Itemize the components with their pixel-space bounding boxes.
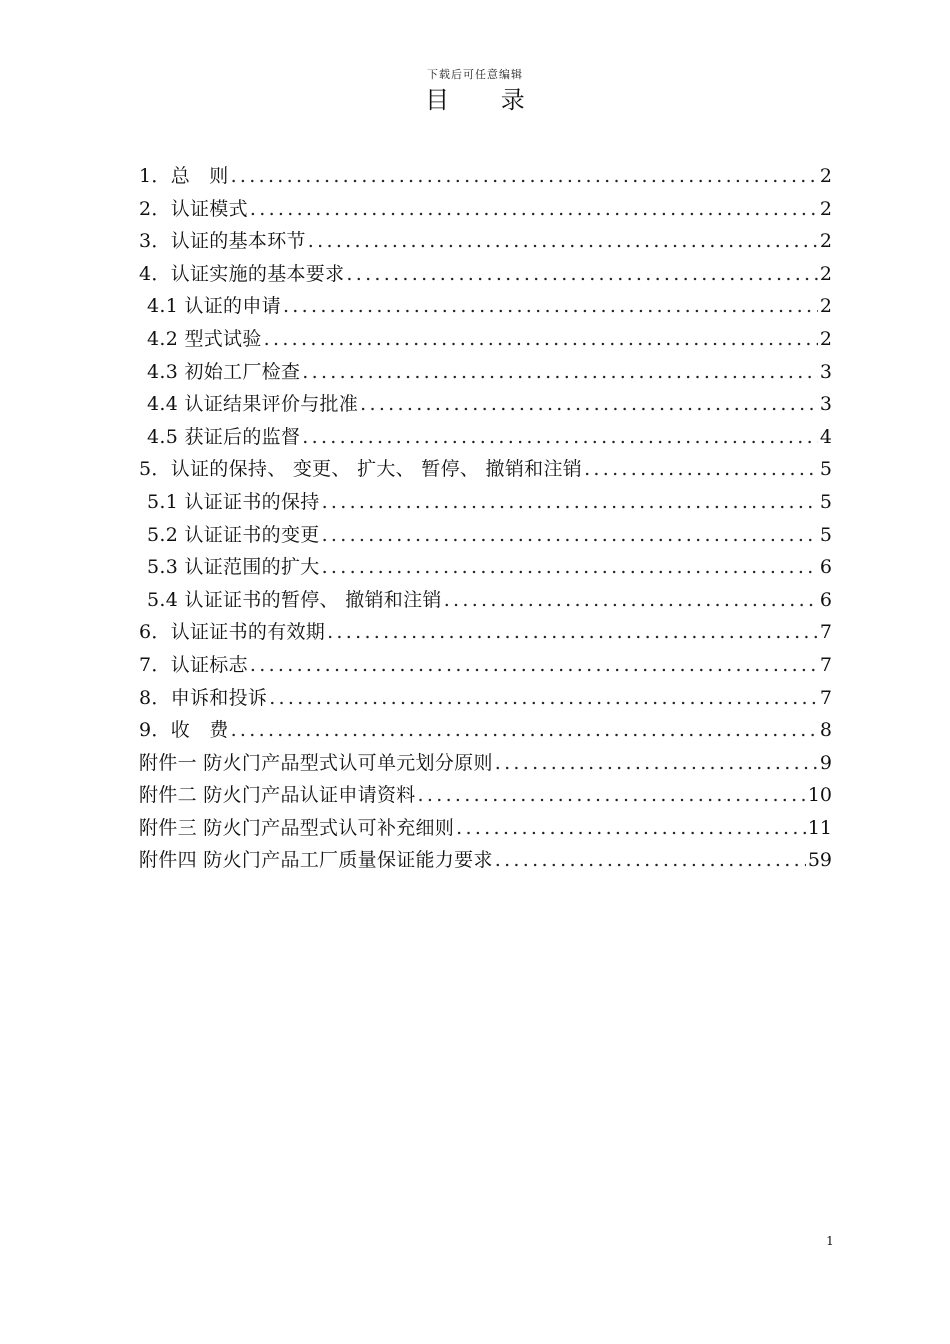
toc-leader-dots bbox=[308, 225, 818, 258]
toc-leader-dots bbox=[495, 747, 818, 780]
toc-entry-page: 8 bbox=[819, 719, 832, 742]
toc-entry[interactable] bbox=[139, 584, 832, 617]
toc-leader-dots bbox=[250, 193, 818, 226]
toc-leader-dots bbox=[269, 682, 818, 715]
toc-entry-label: 9．收 费 bbox=[139, 719, 229, 742]
toc-entry-label: 5.1 认证证书的保持 bbox=[147, 490, 320, 513]
toc-leader-dots bbox=[322, 551, 818, 584]
toc-entry-label: 4.2 型式试验 bbox=[147, 327, 262, 350]
toc-entry-label: 附件二 防火门产品认证申请资料 bbox=[139, 784, 416, 807]
toc-entry-page: 5 bbox=[819, 490, 832, 513]
toc-entry[interactable] bbox=[139, 258, 832, 291]
toc-entry-page: 3 bbox=[819, 393, 832, 416]
toc-leader-dots bbox=[302, 421, 818, 454]
toc-entry-page: 2 bbox=[819, 165, 832, 187]
toc-leader-dots bbox=[322, 486, 818, 519]
toc-entry[interactable] bbox=[139, 747, 832, 780]
toc-entry[interactable] bbox=[139, 323, 832, 356]
toc-entry-label: 5．认证的保持、 变更、 扩大、 暂停、 撤销和注销 bbox=[139, 458, 583, 481]
toc-entry[interactable] bbox=[139, 812, 832, 845]
toc-entry[interactable] bbox=[139, 421, 832, 454]
toc-entry-label: 附件一 防火门产品型式认可单元划分原则 bbox=[139, 751, 493, 774]
toc-leader-dots bbox=[584, 453, 818, 486]
toc-entry[interactable] bbox=[139, 486, 832, 519]
toc-entry-label: 5.3 认证范围的扩大 bbox=[147, 556, 320, 579]
toc-entry-page: 59 bbox=[807, 849, 832, 872]
header-note: 下载后可任意编辑 bbox=[427, 68, 523, 81]
toc-leader-dots bbox=[231, 160, 818, 193]
toc-entry-page: 5 bbox=[819, 458, 832, 481]
toc-entry-label: 4.3 初始工厂检查 bbox=[147, 360, 301, 383]
toc-entry[interactable] bbox=[139, 779, 832, 812]
toc-entry[interactable] bbox=[139, 616, 832, 649]
toc-leader-dots bbox=[418, 779, 806, 812]
toc-entry-page: 2 bbox=[819, 295, 832, 318]
toc-leader-dots bbox=[231, 714, 818, 747]
toc-leader-dots bbox=[444, 584, 818, 617]
toc-entry[interactable] bbox=[139, 844, 832, 877]
toc-leader-dots bbox=[346, 258, 818, 291]
toc-entry-page: 6 bbox=[819, 588, 832, 611]
toc-entry-label: 4.4 认证结果评价与批准 bbox=[147, 393, 359, 416]
toc-entry-label: 8．申诉和投诉 bbox=[139, 686, 268, 709]
toc-entry-page: 6 bbox=[819, 556, 832, 579]
toc-entry[interactable] bbox=[139, 519, 832, 552]
toc-entry-page: 7 bbox=[819, 653, 832, 676]
toc-entry-label: 4．认证实施的基本要求 bbox=[139, 262, 345, 285]
toc-leader-dots bbox=[360, 388, 818, 421]
toc-leader-dots bbox=[283, 290, 818, 323]
toc-leader-dots bbox=[322, 519, 818, 552]
toc-entry[interactable] bbox=[139, 682, 832, 715]
toc-entry-label: 附件四 防火门产品工厂质量保证能力要求 bbox=[139, 849, 493, 872]
toc-entry-label: 3．认证的基本环节 bbox=[139, 230, 306, 253]
toc-entry[interactable] bbox=[139, 160, 832, 193]
toc-entry[interactable] bbox=[139, 551, 832, 584]
toc-entry[interactable] bbox=[139, 649, 832, 682]
page-number: 1 bbox=[826, 1234, 834, 1248]
toc-entry[interactable] bbox=[139, 388, 832, 421]
toc-entry-page: 9 bbox=[819, 751, 832, 774]
toc-leader-dots bbox=[264, 323, 818, 356]
table-of-contents bbox=[139, 160, 832, 877]
toc-entry-page: 11 bbox=[807, 816, 832, 839]
toc-leader-dots bbox=[495, 844, 806, 877]
toc-entry-label: 2．认证模式 bbox=[139, 197, 248, 220]
toc-entry[interactable] bbox=[139, 714, 832, 747]
toc-leader-dots bbox=[250, 649, 818, 682]
toc-entry-page: 2 bbox=[819, 327, 832, 350]
toc-entry[interactable] bbox=[139, 453, 832, 486]
toc-entry-page: 4 bbox=[819, 425, 832, 448]
toc-title: 目 录 bbox=[425, 86, 525, 114]
toc-entry-page: 2 bbox=[819, 262, 832, 285]
toc-entry-label: 1．总 则 bbox=[139, 165, 229, 187]
toc-entry[interactable] bbox=[139, 290, 832, 323]
toc-entry-label: 7．认证标志 bbox=[139, 653, 248, 676]
toc-entry-page: 2 bbox=[819, 197, 832, 220]
toc-entry-label: 附件三 防火门产品型式认可补充细则 bbox=[139, 816, 455, 839]
toc-leader-dots bbox=[327, 616, 818, 649]
toc-leader-dots bbox=[302, 356, 818, 389]
toc-entry-page: 7 bbox=[819, 686, 832, 709]
toc-entry-label: 5.4 认证证书的暂停、 撤销和注销 bbox=[147, 588, 442, 611]
toc-entry-page: 7 bbox=[819, 621, 832, 644]
toc-entry[interactable] bbox=[139, 225, 832, 258]
toc-leader-dots bbox=[456, 812, 806, 845]
toc-entry-page: 2 bbox=[819, 230, 832, 253]
toc-entry-label: 4.5 获证后的监督 bbox=[147, 425, 301, 448]
toc-entry-page: 3 bbox=[819, 360, 832, 383]
toc-entry[interactable] bbox=[139, 193, 832, 226]
toc-entry-label: 4.1 认证的申请 bbox=[147, 295, 281, 318]
toc-entry-page: 10 bbox=[807, 784, 832, 807]
toc-entry-label: 5.2 认证证书的变更 bbox=[147, 523, 320, 546]
toc-entry-page: 5 bbox=[819, 523, 832, 546]
toc-entry-label: 6．认证证书的有效期 bbox=[139, 621, 326, 644]
toc-entry[interactable] bbox=[139, 356, 832, 389]
